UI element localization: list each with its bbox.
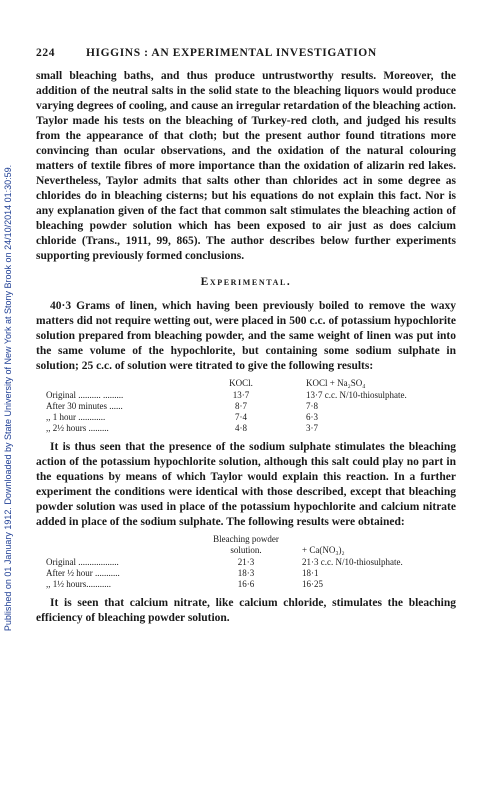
- table-header-row: [36, 534, 456, 545]
- row-label: After ½ hour ...........: [46, 568, 120, 578]
- row-label: Original .......... .........: [46, 390, 124, 400]
- cell-value: 16·6: [237, 579, 255, 589]
- table-row: [36, 390, 456, 401]
- table-row: [36, 401, 456, 412]
- column-header: KOCl + Na₂SO₄: [306, 378, 366, 388]
- cell-value: 8·7: [235, 401, 247, 411]
- row-label: ,, 2½ hours .........: [46, 423, 109, 433]
- cell-value: 7·4: [235, 412, 247, 422]
- page-header: [36, 46, 456, 61]
- cell-value: 16·25: [302, 579, 323, 589]
- table-row: [36, 412, 456, 423]
- table-header-row: [36, 378, 456, 390]
- paragraph-4: It is seen that calcium nitrate, like calcium chloride, stimulates the bleaching efficiency of bleaching powder solution.: [36, 597, 456, 624]
- results-table-1: [36, 378, 456, 434]
- running-title: HIGGINS : AN EXPERIMENTAL INVESTIGATION: [86, 47, 377, 59]
- column-header: KOCl.: [229, 378, 253, 388]
- table-row: [36, 557, 456, 568]
- row-label: ,, 1 hour ............: [46, 412, 106, 422]
- cell-value: 18·3: [237, 568, 255, 578]
- row-label: ,, 1½ hours...........: [46, 579, 111, 589]
- download-watermark: [0, 0, 16, 795]
- cell-value: 18·1: [302, 568, 319, 578]
- cell-value: 7·8: [306, 401, 318, 411]
- download-watermark-text: Published on 01 January 1912. Downloaded by State University of New York at Stony Brook on 24/10/2014 01:30:59.: [3, 164, 13, 632]
- paragraph-1: small bleaching baths, and thus produce untrustworthy results. Moreover, the addition of the neutral salts in the solid state to the bleaching liquors would produce varying degrees of cooling, and cause an irregular retardation of the bleaching action. Taylor made his tests on the bleaching of Turkey-red cloth, and judged his results from the appearance of that cloth; but the present author found titrations more convincing than ocular observations, and the oxidation of the natural colouring matters of textile fibres of more importance than the oxidation of alizarin red lakes. Nevertheless, Taylor admits that salts other than chlorides act in some degree as chlorides do in bleaching cisterns; but his equations do not explain this fact. Nor is any explanation given of the fact that common salt stimulates the bleaching action of bleaching powder solution which has been exposed to air just as does calcium chloride (Trans., 1911, 99, 865). The author describes below further experiments supporting previously formed conclusions.: [36, 70, 456, 262]
- paragraph-2: 40·3 Grams of linen, which having been previously boiled to remove the waxy matters did not require wetting out, were placed in 500 c.c. of potassium hypochlorite solution prepared from bleaching powder, and the same weight of linen was put into the same volume of the hypochlorite, but containing some sodium sulphate in solution; 25 c.c. of solution were titrated to give the following results:: [36, 300, 456, 372]
- table-header-row: [36, 545, 456, 557]
- cell-value: 21·3 c.c. N/10-thiosulphate.: [302, 557, 403, 567]
- column-header: + Ca(NO₃)₂: [302, 545, 345, 555]
- cell-value: 3·7: [306, 423, 318, 433]
- cell-value: 21·3: [237, 557, 255, 567]
- cell-value: 13·7: [232, 390, 250, 400]
- row-label: Original ..................: [46, 557, 119, 567]
- cell-value: 6·3: [306, 412, 318, 422]
- cell-value: 4·8: [235, 423, 247, 433]
- results-table-2: [36, 534, 456, 590]
- table-row: [36, 423, 456, 434]
- section-title: Experimental.: [200, 276, 292, 288]
- paragraph-3: It is thus seen that the presence of the sodium sulphate stimulates the bleaching action of the potassium hypochlorite solution, although this salt could play no part in the equations by means of which Taylor would explain this reaction. In a further experiment the conditions were identical with those described, except that bleaching powder solution was used in place of the potassium hypochlorite and calcium nitrate added in place of the sodium sulphate. The following results were obtained:: [36, 441, 456, 528]
- journal-page: [36, 46, 456, 626]
- table-row: [36, 568, 456, 579]
- column-header: Bleaching powder: [213, 534, 279, 544]
- column-header: solution.: [230, 545, 262, 555]
- page-number: 224: [36, 47, 56, 59]
- cell-value: 13·7 c.c. N/10-thiosulphate.: [306, 390, 407, 400]
- table-row: [36, 579, 456, 590]
- row-label: After 30 minutes ......: [46, 401, 123, 411]
